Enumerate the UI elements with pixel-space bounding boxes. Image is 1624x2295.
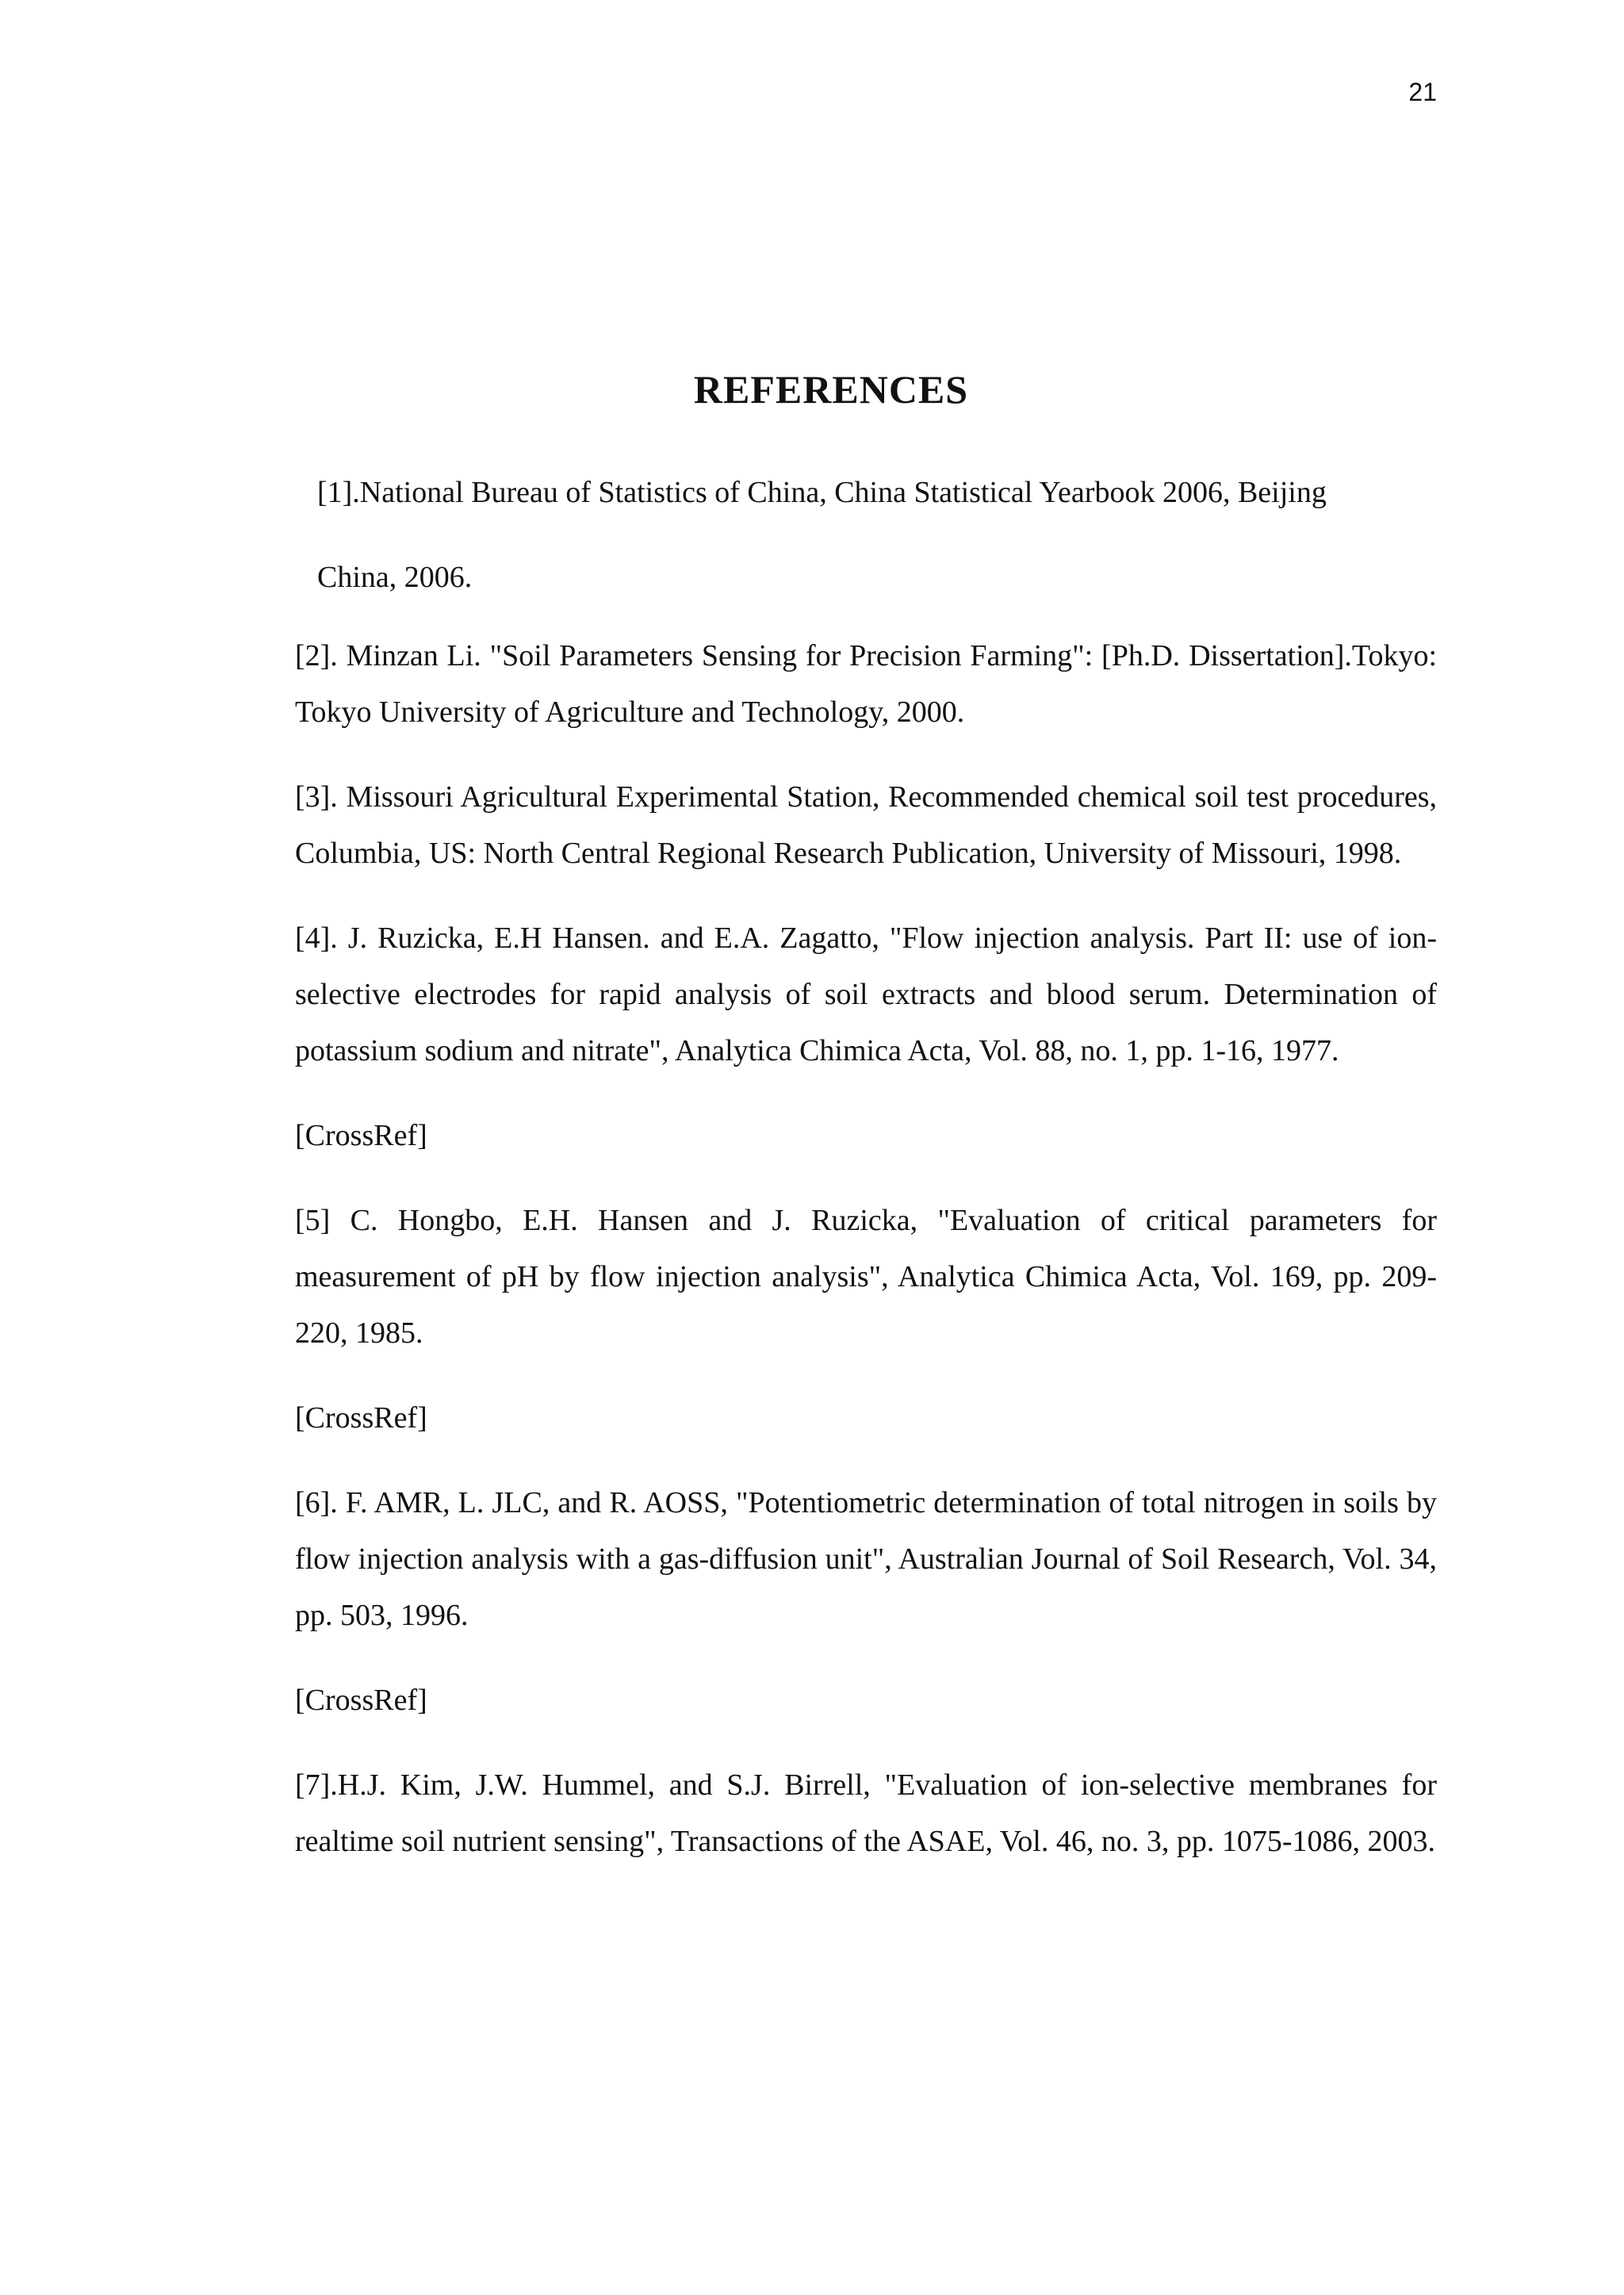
reference-item-1: [295, 450, 1437, 620]
reference-item-4: [4]. J. Ruzicka, E.H Hansen. and E.A. Zagatto, "Flow injection analysis. Part II: use of ion-selective electrodes for rapid analysis of soil extracts and blood serum. Determination of potassium sodium and nitrate", Analytica Chimica Acta, Vol. 88, no. 1, pp. 1-16, 1977.: [295, 921, 1437, 1067]
page-number: 21: [1408, 78, 1437, 106]
crossref-link-4[interactable]: [CrossRef]: [295, 1119, 427, 1152]
reference-item-7: [7].H.J. Kim, J.W. Hummel, and S.J. Birrell, "Evaluation of ion-selective membranes for realtime soil nutrient sensing", Transactions of the ASAE, Vol. 46, no. 3, pp. 1075-1086, 2003.: [295, 1768, 1437, 1858]
page-title: REFERENCES: [693, 367, 969, 412]
reference-item-3: [3]. Missouri Agricultural Experimental Station, Recommended chemical soil test procedures, Columbia, US: North Central Regional Research Publication, University of Missouri, 1998.: [295, 780, 1437, 870]
reference-list: [295, 465, 1437, 1898]
reference-1-line-1: [1].National Bureau of Statistics of China, China Statistical Yearbook 2006, Beijing: [317, 476, 1327, 509]
reference-item-2: [2]. Minzan Li. "Soil Parameters Sensing for Precision Farming": [Ph.D. Dissertation].Tokyo: Tokyo University of Agriculture and Technology, 2000.: [295, 639, 1437, 729]
crossref-link-5[interactable]: [CrossRef]: [295, 1401, 427, 1435]
reference-1-line-2: China, 2006.: [317, 561, 473, 594]
reference-item-6: [6]. F. AMR, L. JLC, and R. AOSS, "Potentiometric determination of total nitrogen in soils by flow injection analysis with a gas-diffusion unit", Australian Journal of Soil Research, Vol. 34, pp. 503, 1996.: [295, 1486, 1437, 1632]
reference-item-5: [5] C. Hongbo, E.H. Hansen and J. Ruzicka, "Evaluation of critical parameters for measurement of pH by flow injection analysis", Analytica Chimica Acta, Vol. 169, pp. 209-220, 1985.: [295, 1204, 1437, 1350]
crossref-link-6[interactable]: [CrossRef]: [295, 1684, 427, 1717]
